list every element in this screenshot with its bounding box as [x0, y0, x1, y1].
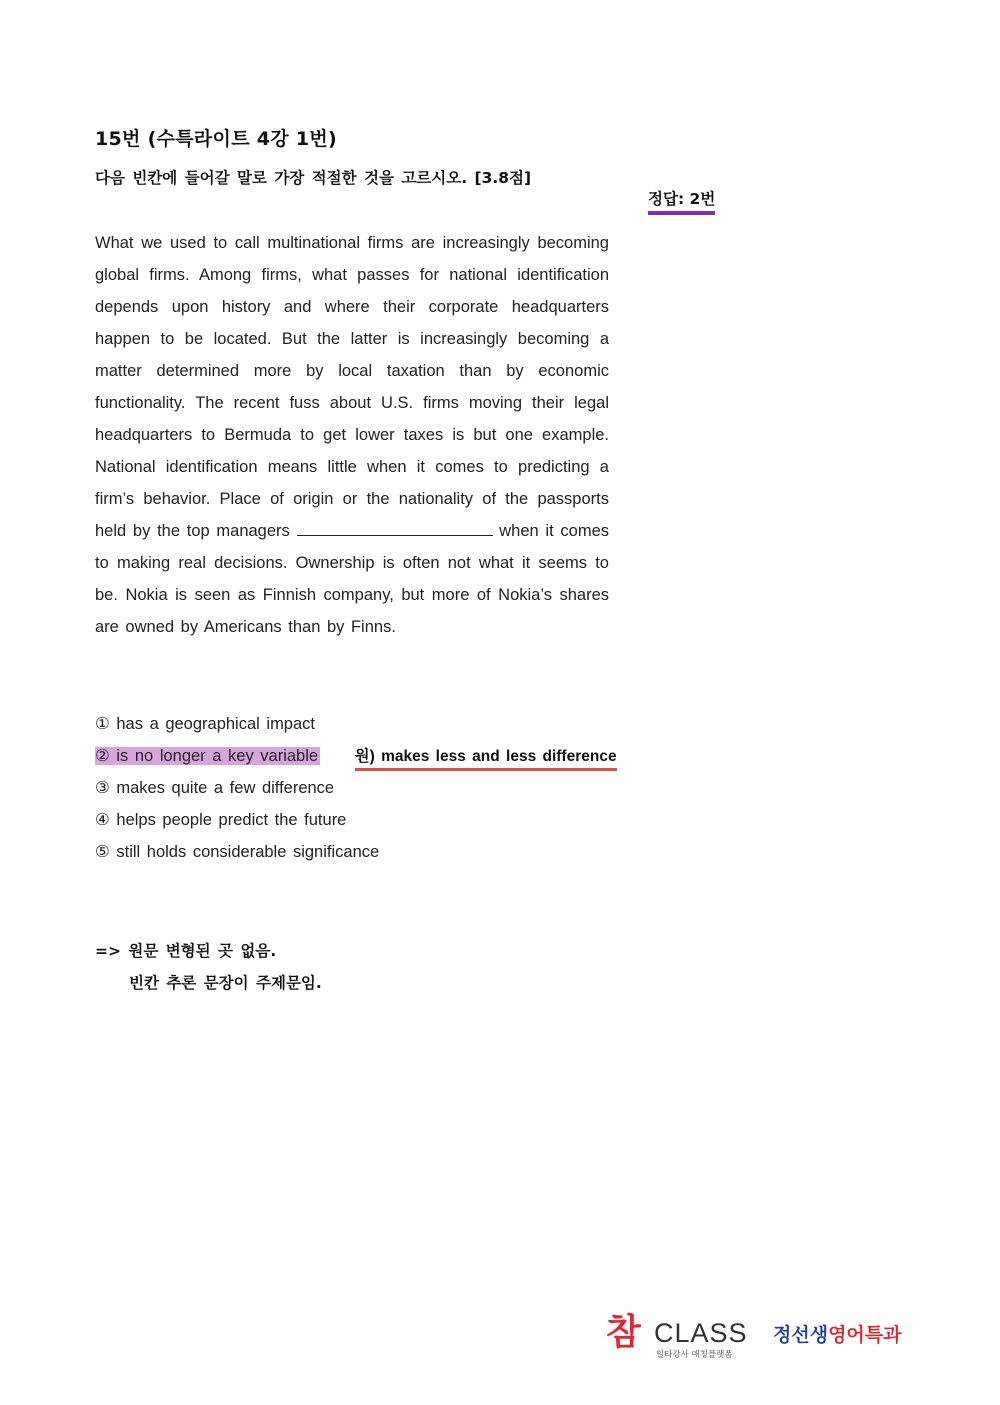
answer-options	[95, 708, 617, 868]
class-logo-text: CLASS	[654, 1318, 748, 1348]
footer-logo	[606, 1312, 906, 1362]
option-text-highlighted: ② is no longer a key variable	[95, 747, 319, 765]
original-phrase-note: 원) makes less and less difference	[355, 747, 617, 771]
brand-name-part-2: 영어특과	[828, 1324, 902, 1346]
brand-name	[773, 1320, 901, 1347]
option-text: ④ helps people predict the future	[95, 811, 347, 829]
answer-label: 정답: 2번	[648, 187, 715, 215]
option-5	[95, 836, 617, 868]
commentary	[95, 935, 322, 999]
passage-text-after-blank: when it comes to making real decisions. Ownership is often not what it seems to be. Nokia is seen as Finnish company, but more of Nokia’s shares are owned by Americans than by Finns.	[95, 522, 609, 636]
passage-text-before-blank: What we used to call multinational firms are increasingly becoming global firms. Among firms, what passes for national identification depends upon history and where their corporate headquarters happen to be located. But the latter is increasingly becoming a matter determined more by local taxation than by economic functionality. The recent fuss about U.S. firms moving their legal headquarters to Bermuda to get lower taxes is but one example. National identification means little when it comes to predicting a firm’s behavior. Place of origin or the nationality of the passports held by the top managers	[95, 234, 609, 540]
brand-name-part-1: 정선생	[773, 1324, 829, 1346]
option-1	[95, 708, 617, 740]
option-text: ① has a geographical impact	[95, 715, 315, 733]
commentary-line-2: 빈칸 추론 문장이 주제문임.	[129, 974, 322, 992]
option-4	[95, 804, 617, 836]
option-text: ③ makes quite a few difference	[95, 779, 335, 797]
option-3	[95, 772, 617, 804]
logo-subtitle: 일타강사 매칭플랫폼	[656, 1350, 733, 1360]
option-text: ⑤ still holds considerable significance	[95, 843, 380, 861]
question-title: 15번 (수특라이트 4강 1번)	[95, 128, 338, 150]
passage	[95, 227, 609, 643]
commentary-line-1: => 원문 변형된 곳 없음.	[95, 942, 277, 960]
question-instruction: 다음 빈칸에 들어갈 말로 가장 적절한 것을 고르시오. [3.8점]	[95, 169, 532, 187]
option-2	[95, 740, 617, 772]
cham-logo-mark: 참	[606, 1312, 641, 1353]
blank-line	[297, 519, 493, 536]
